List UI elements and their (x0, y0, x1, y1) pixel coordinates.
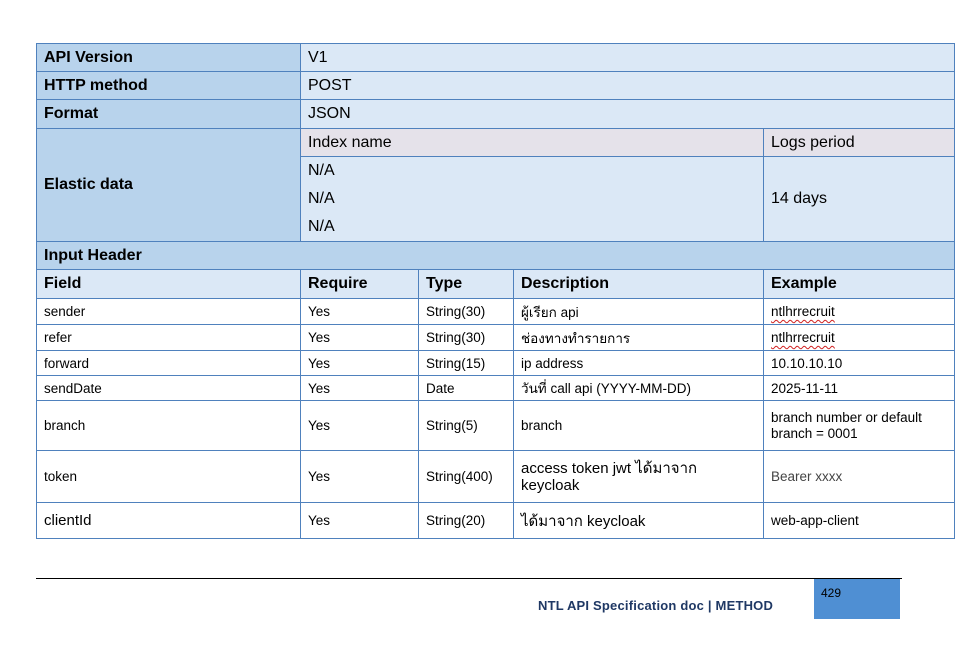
require-cell: Yes (301, 503, 419, 539)
type-cell: String(20) (419, 503, 514, 539)
logs-period-value: 14 days (764, 157, 955, 242)
column-header-row (37, 270, 955, 299)
require-cell: Yes (301, 401, 419, 451)
description-cell: ได้มาจาก keycloak (514, 503, 764, 539)
table-row (37, 503, 955, 539)
table-row (37, 325, 955, 351)
http-method-label: HTTP method (37, 72, 301, 100)
type-cell: String(15) (419, 351, 514, 376)
format-row (37, 100, 955, 129)
format-value: JSON (301, 100, 955, 129)
field-cell: token (37, 451, 301, 503)
description-cell: access token jwt ได้มาจาก keycloak (514, 451, 764, 503)
column-header-type: Type (419, 270, 514, 299)
page-number-box (814, 579, 900, 619)
table-row (37, 376, 955, 401)
http-method-row (37, 72, 955, 100)
input-header-title: Input Header (37, 242, 955, 270)
example-cell (764, 299, 955, 325)
example-text: ntlhrrecruit (771, 304, 835, 319)
api-spec-table (36, 43, 955, 539)
example-cell: 10.10.10.10 (764, 351, 955, 376)
page-number: 429 (821, 586, 842, 600)
column-header-description: Description (514, 270, 764, 299)
field-cell: branch (37, 401, 301, 451)
type-cell: String(30) (419, 299, 514, 325)
index-name-item: N/A (308, 218, 335, 235)
elastic-data-label: Elastic data (37, 129, 301, 242)
footer-divider (36, 578, 902, 579)
require-cell: Yes (301, 351, 419, 376)
type-cell: String(5) (419, 401, 514, 451)
field-cell: clientId (37, 503, 301, 539)
require-cell: Yes (301, 299, 419, 325)
type-cell: String(30) (419, 325, 514, 351)
index-name-header: Index name (301, 129, 764, 157)
field-cell: forward (37, 351, 301, 376)
index-name-item: N/A (308, 190, 335, 207)
description-cell: ช่องทางทำรายการ (514, 325, 764, 351)
elastic-header-row (37, 129, 955, 157)
field-cell: refer (37, 325, 301, 351)
table-row (37, 451, 955, 503)
type-cell: Date (419, 376, 514, 401)
example-cell: 2025-11-11 (764, 376, 955, 401)
example-cell: branch number or default branch = 0001 (764, 401, 955, 451)
logs-period-header: Logs period (764, 129, 955, 157)
description-cell: ผู้เรียก api (514, 299, 764, 325)
input-header-title-row (37, 242, 955, 270)
column-header-field: Field (37, 270, 301, 299)
api-version-label: API Version (37, 44, 301, 72)
table-row (37, 299, 955, 325)
http-method-value: POST (301, 72, 955, 100)
index-name-list (301, 157, 764, 242)
example-cell (764, 325, 955, 351)
column-header-require: Require (301, 270, 419, 299)
column-header-example: Example (764, 270, 955, 299)
footer-doc-title: NTL API Specification doc | METHOD (538, 598, 774, 613)
description-cell: branch (514, 401, 764, 451)
field-cell: sendDate (37, 376, 301, 401)
require-cell: Yes (301, 451, 419, 503)
example-cell: web-app-client (764, 503, 955, 539)
require-cell: Yes (301, 376, 419, 401)
format-label: Format (37, 100, 301, 129)
description-cell: ip address (514, 351, 764, 376)
require-cell: Yes (301, 325, 419, 351)
table-row (37, 401, 955, 451)
api-version-value: V1 (301, 44, 955, 72)
description-cell: วันที่ call api (YYYY-MM-DD) (514, 376, 764, 401)
field-cell: sender (37, 299, 301, 325)
example-text: ntlhrrecruit (771, 330, 835, 345)
type-cell: String(400) (419, 451, 514, 503)
example-cell: Bearer xxxx (764, 451, 955, 503)
index-name-item: N/A (308, 162, 335, 179)
api-version-row (37, 44, 955, 72)
table-row (37, 351, 955, 376)
